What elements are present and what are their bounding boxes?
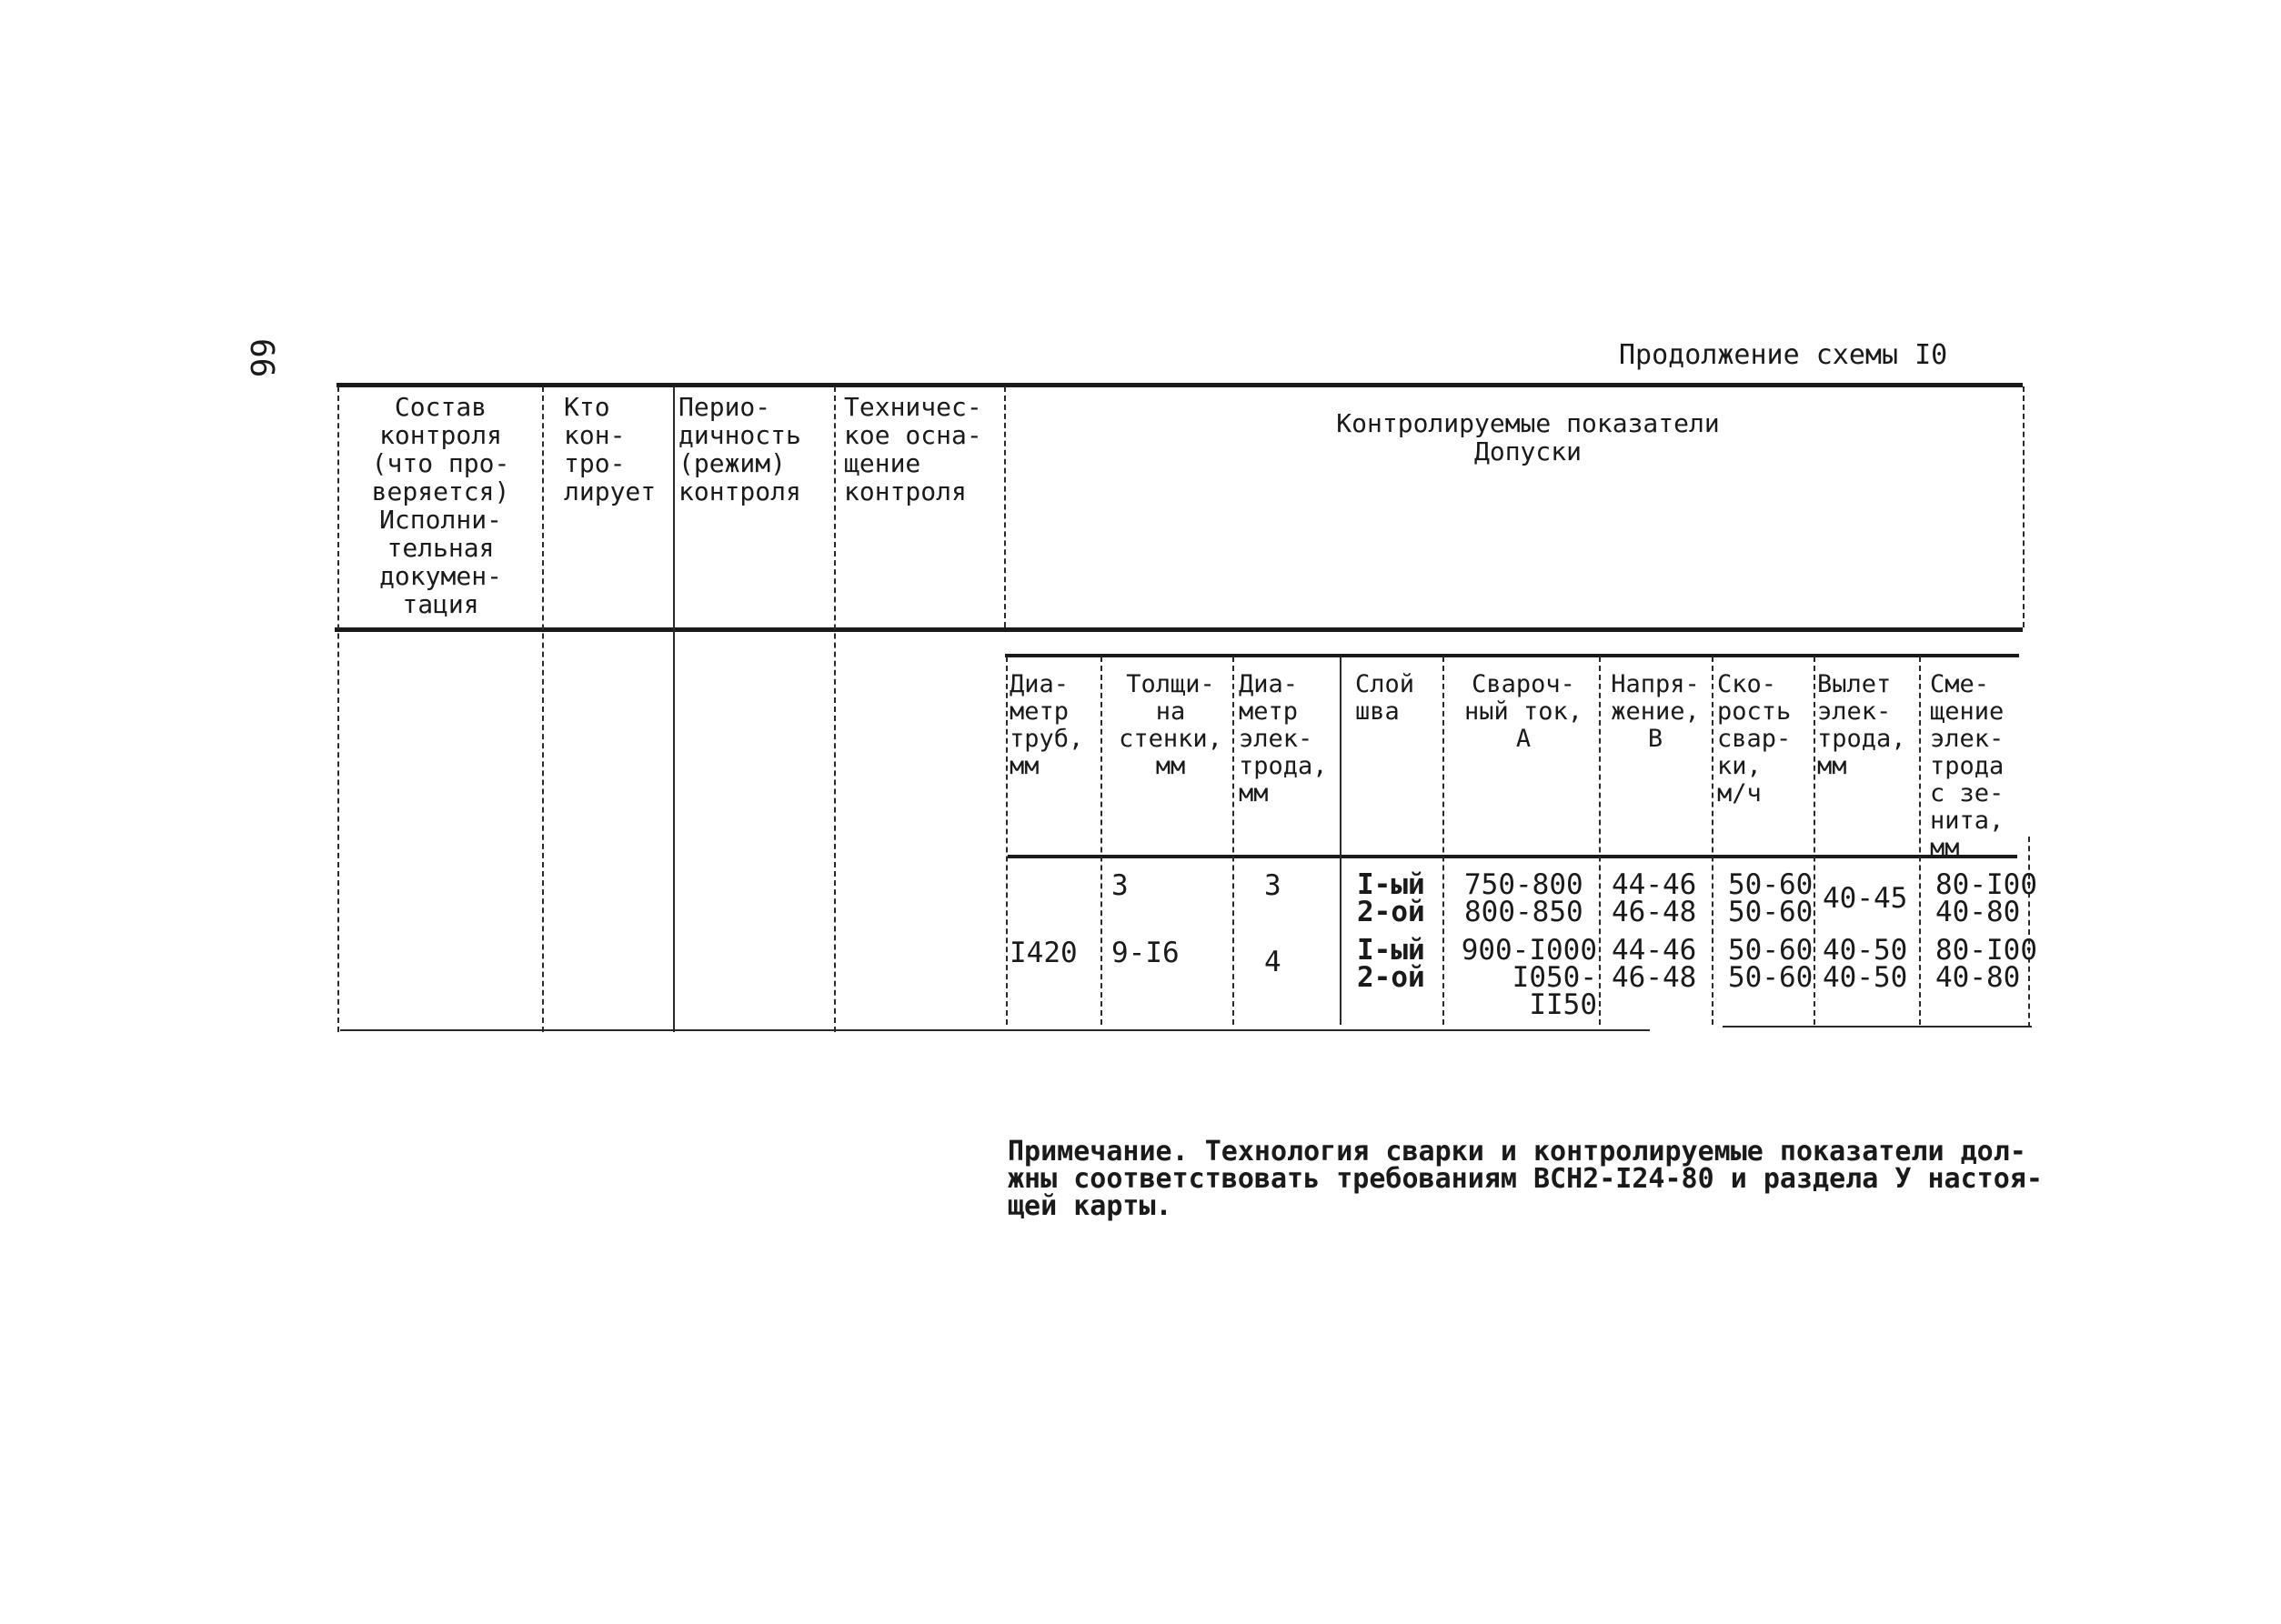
subheader-electrode-diameter: Диа- метр элек- трода, мм [1239, 670, 1328, 807]
header-periodicity: Перио- дичность (режим) контроля [678, 392, 801, 506]
cell-electrode-offset: 80-I00 40-80 [1935, 934, 2037, 994]
header-who-controls: Кто кон- тро- лирует [564, 392, 657, 506]
cell-welding-current: 900-I000 I050-II50 [1461, 934, 1597, 1021]
header-control-composition: Состав контроля (что про- веряется) Исполни- тельная докумен- тация [371, 392, 510, 619]
header-bottom-rule [335, 627, 2023, 632]
cell-wall-thickness: 3 [1111, 869, 1129, 902]
header-controlled-parameters: Контролируемые показатели Допуски [1336, 408, 1720, 466]
subheader-electrode-offset: Сме- щение элек- трода с зе- нита, мм [1930, 670, 2005, 862]
col-divider [1004, 386, 1006, 627]
col-divider [2023, 386, 2025, 627]
col-divider [834, 386, 836, 1032]
subcol-divider [1814, 657, 1815, 1025]
cell-welding-current: 750-800 800-850 [1464, 868, 1583, 928]
col-divider [673, 386, 675, 1032]
table-top-rule [337, 383, 2023, 387]
table-bottom-rule-right [1723, 1026, 2032, 1028]
subcol-divider [2028, 837, 2030, 1028]
subheader-top-rule [1005, 654, 2019, 657]
page-number: 66 [243, 338, 280, 378]
cell-electrode-stickout: 40-50 40-50 [1823, 934, 1908, 994]
subheader-bottom-rule [1008, 855, 2017, 858]
subheader-electrode-stickout: Вылет элек- трода, мм [1817, 670, 1906, 780]
cell-pipe-diameter: I420 [1010, 937, 1078, 969]
subheader-pipe-diameter: Диа- метр труб, мм [1010, 670, 1084, 780]
subcol-divider [1232, 657, 1234, 1025]
subheader-welding-speed: Ско- рость свар- ки, м/ч [1717, 670, 1792, 807]
cell-weld-layer: I-ый 2-ой [1357, 934, 1425, 994]
cell-electrode-stickout: 40-45 [1823, 882, 1908, 915]
subcol-divider [1712, 657, 1713, 1025]
cell-electrode-offset: 80-I00 40-80 [1935, 868, 2037, 928]
cell-wall-thickness: 9-I6 [1111, 937, 1180, 969]
subcol-divider [1442, 657, 1444, 1025]
subcol-divider [1006, 657, 1008, 1025]
cell-weld-layer: I-ый 2-ой [1357, 868, 1425, 928]
header-technical-equipment: Техничес- кое осна- щение контроля [844, 392, 982, 506]
cell-welding-speed: 50-60 50-60 [1728, 934, 1814, 994]
cell-electrode-diameter: 3 [1264, 869, 1281, 902]
continuation-title: Продолжение схемы I0 [1619, 339, 1948, 371]
subheader-weld-layer: Слой шва [1355, 670, 1415, 726]
cell-electrode-diameter: 4 [1264, 946, 1281, 978]
subcol-divider [1100, 657, 1102, 1025]
subcol-divider [1919, 657, 1921, 1025]
cell-voltage: 44-46 46-48 [1612, 868, 1697, 928]
footnote: Примечание. Технология сварки и контролируемые показатели дол- жны соответствовать требованиям ВСН2-I24-80 и раздела У настоя- щей карты. [1008, 1136, 2043, 1222]
subheader-welding-current: Свароч- ный ток, А [1463, 670, 1583, 753]
cell-voltage: 44-46 46-48 [1612, 934, 1697, 994]
subheader-wall-thickness: Толщи- на стенки, мм [1119, 670, 1222, 780]
table-bottom-rule-left [340, 1029, 1650, 1031]
subcol-divider [1340, 657, 1341, 1025]
cell-welding-speed: 50-60 50-60 [1728, 868, 1814, 928]
subheader-voltage: Напря- жение, В [1611, 670, 1700, 753]
